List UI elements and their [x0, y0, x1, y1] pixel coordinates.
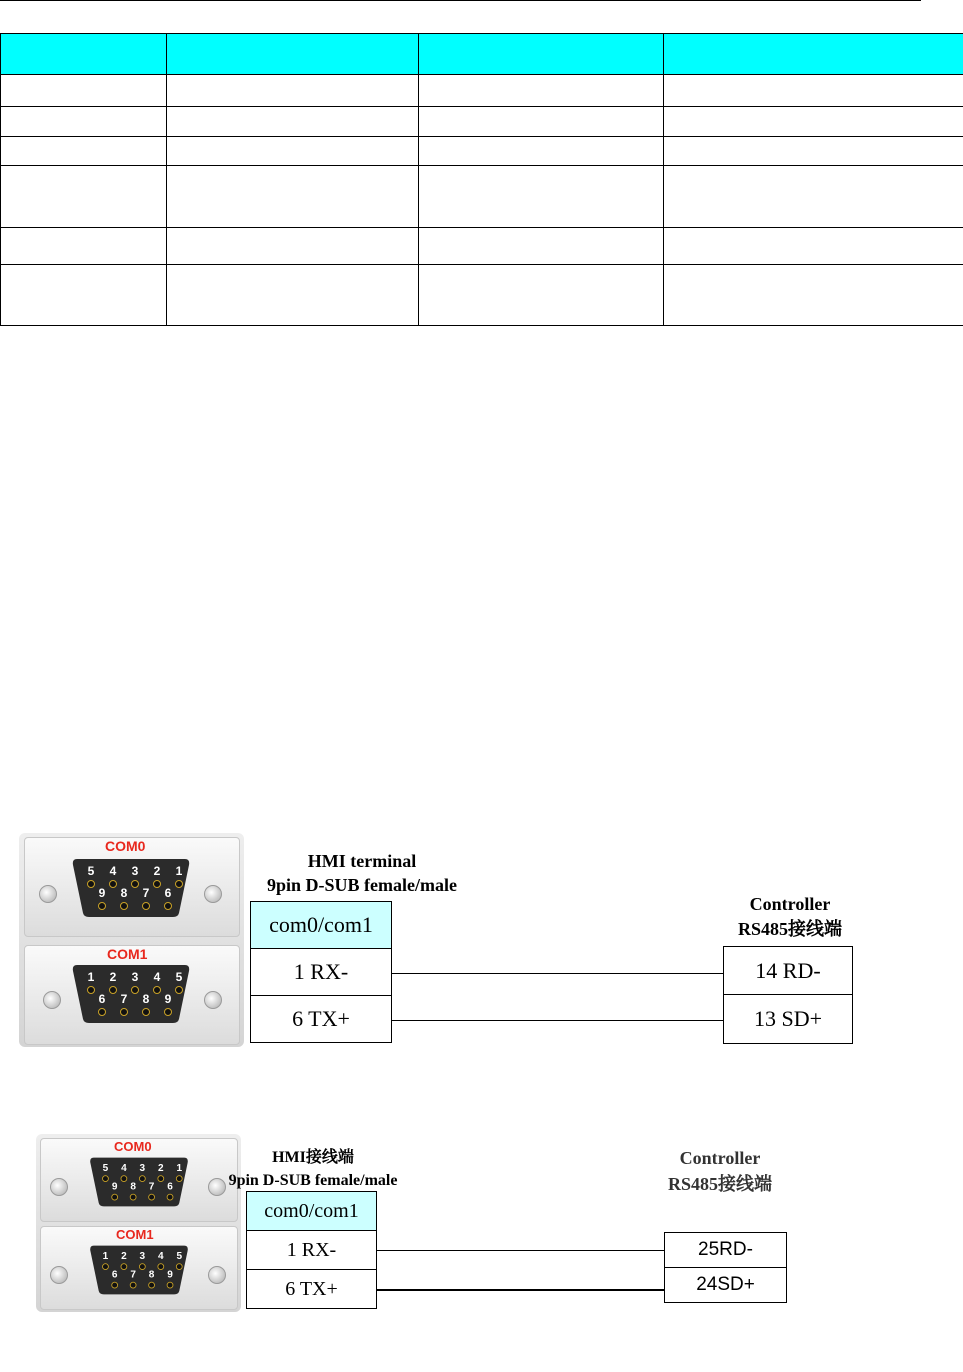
table-cell [419, 34, 664, 75]
table-row [1, 265, 963, 326]
com0-label: COM0 [105, 838, 146, 854]
table-row [1, 107, 963, 137]
pin-hole [99, 1009, 106, 1016]
controller-title: Controller [749, 894, 831, 914]
pin-hole [130, 1282, 136, 1288]
pin-number: 3 [139, 1163, 146, 1175]
table-cell [419, 228, 664, 265]
dsub-socket-icon [84, 1156, 194, 1208]
pin-number: 4 [158, 1251, 164, 1263]
controller-pin-rd: 14 RD- [723, 946, 853, 995]
pin-hole [165, 903, 172, 910]
controller-pin-rd: 25RD- [664, 1232, 787, 1268]
table-cell [419, 75, 664, 107]
screw-icon [204, 991, 222, 1009]
pin-hole [121, 1009, 128, 1016]
pin-number: 7 [142, 886, 150, 900]
wire-rx-rd [391, 973, 724, 974]
pin-number: 4 [153, 970, 161, 984]
pin-number: 9 [167, 1269, 173, 1281]
pin-hole [121, 903, 128, 910]
wire-tx-sd [376, 1289, 665, 1291]
hmi-subtitle: 9pin D-SUB female/male [228, 1172, 398, 1189]
controller-pin-sd: 24SD+ [664, 1267, 787, 1303]
pin-hole [143, 903, 150, 910]
pin-hole [158, 1264, 164, 1270]
screw-icon [43, 991, 61, 1009]
pin-hole [176, 1176, 182, 1182]
db9-connector-image [36, 1134, 241, 1312]
pin-hole [110, 987, 117, 994]
dsub-socket-icon [71, 963, 191, 1025]
hmi-port-header: com0/com1 [250, 901, 392, 949]
pin-hole [139, 1176, 145, 1182]
controller-subtitle: RS485接线端 [667, 1174, 772, 1194]
table-row [1, 75, 963, 107]
pin-number: 7 [120, 992, 128, 1006]
spec-table [0, 33, 963, 326]
pin-number: 4 [121, 1163, 127, 1175]
table-cell [1, 228, 167, 265]
pin-number: 9 [164, 992, 172, 1006]
wire-rx-rd [376, 1250, 665, 1251]
controller-pin-sd: 13 SD+ [723, 994, 853, 1044]
dsub-socket-icon [71, 857, 191, 919]
hmi-port-header: com0/com1 [246, 1191, 377, 1231]
hmi-pin-rx: 1 RX- [250, 948, 392, 996]
pin-hole [121, 1176, 127, 1182]
table-row [1, 228, 963, 265]
pin-number: 3 [139, 1251, 146, 1263]
controller-title: Controller [679, 1148, 761, 1168]
pin-number: 1 [87, 970, 95, 984]
pin-hole [132, 987, 139, 994]
table-cell [1, 137, 167, 166]
pin-number: 9 [98, 886, 106, 900]
hmi-pin-tx: 6 TX+ [250, 995, 392, 1043]
pin-hole [103, 1176, 109, 1182]
table-cell [167, 75, 419, 107]
table-cell [167, 228, 419, 265]
pin-hole [149, 1282, 155, 1288]
pin-number: 6 [167, 1181, 173, 1193]
table-cell [1, 34, 167, 75]
table-cell [664, 228, 963, 265]
controller-subtitle: RS485接线端 [737, 919, 842, 939]
pin-hole [176, 1264, 182, 1270]
screw-icon [39, 885, 57, 903]
pin-hole [130, 1194, 136, 1200]
screw-icon [50, 1178, 68, 1196]
table-cell [167, 137, 419, 166]
pin-number: 5 [176, 1251, 183, 1263]
pin-hole [110, 881, 117, 888]
pin-number: 2 [158, 1163, 164, 1175]
pin-number: 2 [121, 1251, 127, 1263]
pin-number: 7 [130, 1269, 136, 1281]
pin-number: 1 [175, 864, 183, 878]
table-cell [419, 265, 664, 326]
hmi-title: HMI terminal [307, 851, 417, 871]
pin-hole [158, 1176, 164, 1182]
pin-number: 1 [176, 1163, 183, 1175]
table-cell [1, 75, 167, 107]
hmi-pin-tx: 6 TX+ [246, 1269, 377, 1309]
pin-number: 6 [98, 992, 106, 1006]
pin-number: 4 [109, 864, 117, 878]
com0-label: COM0 [114, 1139, 152, 1154]
table-cell [167, 166, 419, 228]
pin-hole [143, 1009, 150, 1016]
pin-number: 7 [148, 1181, 155, 1193]
pin-hole [103, 1264, 109, 1270]
pin-hole [99, 903, 106, 910]
pin-number: 6 [111, 1269, 118, 1281]
pin-hole [112, 1282, 118, 1288]
pin-hole [121, 1264, 127, 1270]
pin-hole [176, 881, 183, 888]
screw-icon [50, 1266, 68, 1284]
pin-hole [112, 1194, 118, 1200]
pin-hole [139, 1264, 145, 1270]
db9-connector-image [19, 833, 244, 1047]
table-cell [664, 34, 963, 75]
pin-number: 2 [153, 864, 161, 878]
pin-hole [176, 987, 183, 994]
pin-hole [154, 987, 161, 994]
table-row [1, 137, 963, 166]
table-row [1, 166, 963, 228]
table-cell [419, 137, 664, 166]
table-cell [1, 107, 167, 137]
table-cell [167, 34, 419, 75]
pin-number: 8 [142, 992, 150, 1006]
table-cell [419, 166, 664, 228]
table-cell [1, 166, 167, 228]
pin-number: 1 [102, 1251, 109, 1263]
screw-icon [208, 1266, 226, 1284]
table-cell [1, 265, 167, 326]
table-cell [664, 107, 963, 137]
pin-hole [88, 987, 95, 994]
hmi-pin-rx: 1 RX- [246, 1230, 377, 1270]
pin-number: 5 [175, 970, 183, 984]
pin-number: 3 [131, 970, 139, 984]
pin-number: 5 [102, 1163, 109, 1175]
pin-number: 8 [148, 1269, 155, 1281]
table-cell [419, 107, 664, 137]
wire-tx-sd [391, 1020, 724, 1021]
pin-hole [132, 881, 139, 888]
screw-icon [204, 885, 222, 903]
table-cell [664, 75, 963, 107]
pin-number: 8 [120, 886, 128, 900]
hmi-subtitle: 9pin D-SUB female/male [267, 875, 457, 895]
pin-number: 8 [130, 1181, 136, 1193]
pin-hole [165, 1009, 172, 1016]
com1-label: COM1 [116, 1227, 154, 1242]
pin-number: 2 [109, 970, 117, 984]
hmi-title: HMI接线端 [272, 1149, 354, 1166]
table-header-row [1, 34, 963, 75]
table-cell [167, 107, 419, 137]
table-cell [664, 166, 963, 228]
header-rule [0, 0, 921, 1]
table-cell [664, 265, 963, 326]
pin-number: 6 [164, 886, 172, 900]
pin-hole [167, 1282, 173, 1288]
pin-hole [149, 1194, 155, 1200]
pin-number: 9 [111, 1181, 118, 1193]
pin-number: 5 [87, 864, 95, 878]
pin-hole [88, 881, 95, 888]
pin-hole [154, 881, 161, 888]
pin-number: 3 [131, 864, 139, 878]
pin-hole [167, 1194, 173, 1200]
table-cell [167, 265, 419, 326]
com1-label: COM1 [107, 946, 148, 962]
table-cell [664, 137, 963, 166]
dsub-socket-icon [84, 1244, 194, 1296]
